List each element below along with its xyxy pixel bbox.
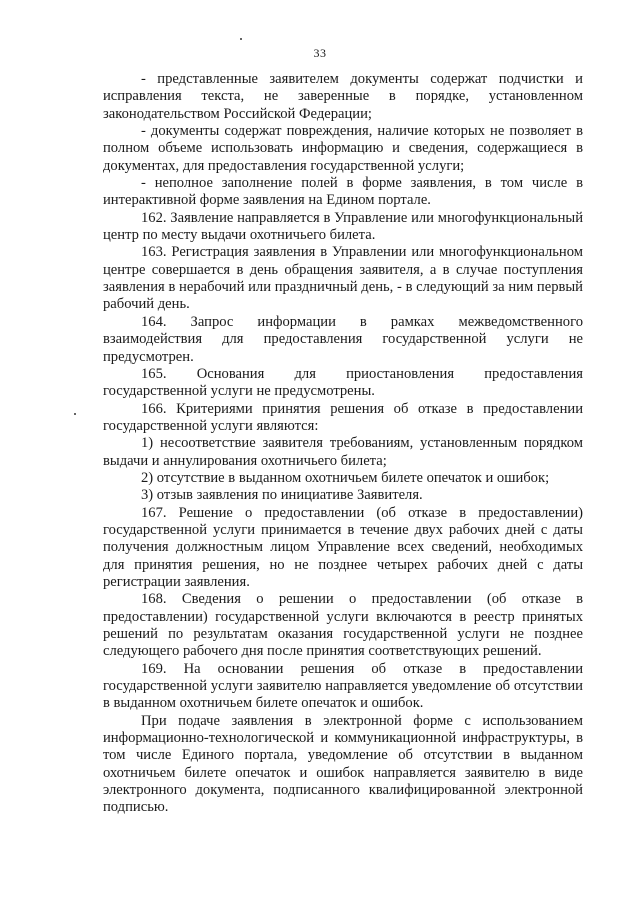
paragraph: - представленные заявителем документы содержат подчистки и исправления текста, не заверенные в порядке, установленном законодательством Российской Федерации; xyxy=(103,71,583,122)
paragraph-clause-164: 164. Запрос информации в рамках межведомственного взаимодействия для предоставления государственной услуги не предусмотрен. xyxy=(103,313,583,365)
paragraph: - неполное заполнение полей в форме заявления, в том числе в интерактивной форме заявления на Едином портале. xyxy=(103,175,583,209)
scan-speck xyxy=(240,38,242,40)
list-item: 2) отсутствие в выданном охотничьем билете опечаток и ошибок; xyxy=(141,469,550,486)
paragraph-clause-168: 168. Сведения о решении о предоставлении (об отказе в предоставлении) государственной услуги включаются в реестр принятых решений по результатам оказания государственной услуги не позднее следующего рабочего дня после принятия соответствующих решений. xyxy=(103,591,583,660)
paragraph-clause-167: 167. Решение о предоставлении (об отказе в предоставлении) государственной услуги принимается в течение двух рабочих дней с даты получения должностным лицом Управление всех сведений, необходимых для принятия решения, но не позднее четырех рабочих дней с даты регистрации заявления. xyxy=(103,504,583,590)
scan-speck xyxy=(74,413,76,415)
list-item: 3) отзыв заявления по инициативе Заявителя. xyxy=(141,487,423,504)
paragraph-clause-165: 165. Основания для приостановления предоставления государственной услуги не предусмотрены. xyxy=(103,365,583,400)
paragraph: - документы содержат повреждения, наличие которых не позволяет в полном объеме использовать информацию и сведения, содержащиеся в документах, для предоставления государственной услуги; xyxy=(103,123,583,174)
paragraph-clause-166: 166. Критериями принятия решения об отказе в предоставлении государственной услуги являются: xyxy=(103,400,583,434)
paragraph-clause-163: 163. Регистрация заявления в Управлении или многофункциональном центре совершается в день обращения заявителя, а в случае поступления заявления в нерабочий или праздничный день, - в следующий за ним первый рабочий день. xyxy=(103,244,583,313)
paragraph: При подаче заявления в электронной форме с использованием информационно-технологической и коммуникационной инфраструктуры, в том числе Единого портала, уведомление об отсутствии в выданном охотничьем билете опечаток и ошибок направляется заявителю в виде электронного документа, подписанного квалифицированной электронной подписью. xyxy=(103,712,583,816)
document-body xyxy=(103,71,583,817)
paragraph-clause-169: 169. На основании решения об отказе в предоставлении государственной услуги заявителю направляется уведомление об отсутствии в выданном охотничьем билете опечаток и ошибок. xyxy=(103,660,583,712)
paragraph-clause-162: 162. Заявление направляется в Управление или многофункциональный центр по месту выдачи охотничьего билета. xyxy=(103,209,583,244)
list-item: 1) несоответствие заявителя требованиям, установленным порядком выдачи и аннулирования охотничьего билета; xyxy=(103,435,583,469)
page-number: 33 xyxy=(313,46,327,60)
